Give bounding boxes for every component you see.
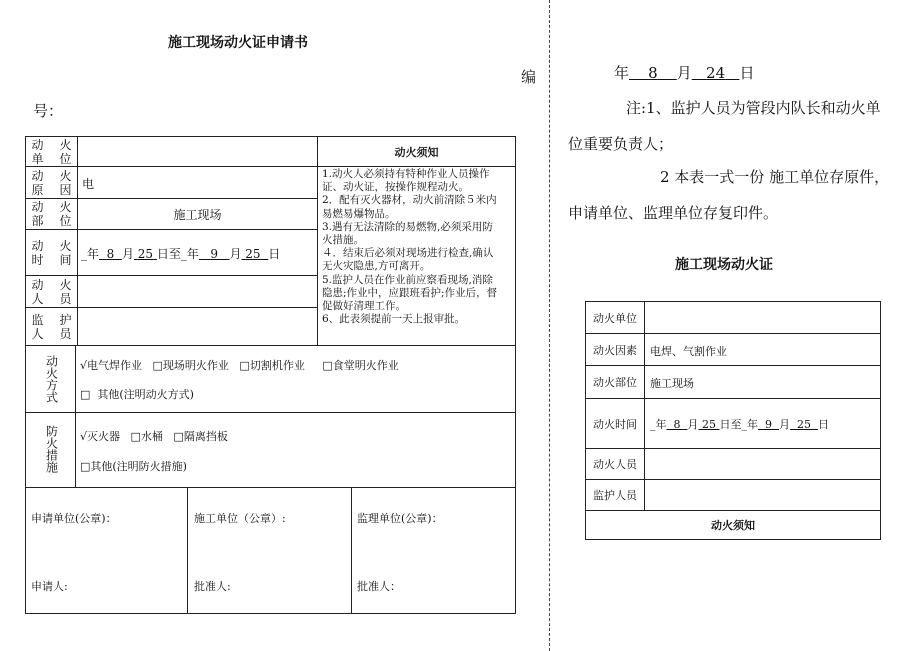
cert-value-fire-time: _年 8 月 25 日至_年 9 月 25 日 <box>650 418 829 431</box>
note-1-line-1: 注:1、监护人员为管段内队长和动火单 <box>626 99 881 117</box>
notice-rule-line: 2．配有灭火器材，动火前清除５米内 <box>322 194 497 207</box>
label-fire-time: 动 火 时 间 <box>31 238 72 267</box>
sign-applicant: 申请人: <box>31 580 68 593</box>
date-line: 年 8 月 24 日 <box>614 64 755 82</box>
sign-supervision-unit: 监理单位(公章)： <box>357 512 443 525</box>
option-isolation-board[interactable]: □隔离挡板 <box>173 430 228 443</box>
notice-rule-line: 5.监护人员在作业前应察看现场,消除 <box>322 273 493 286</box>
notice-title: 动火须知 <box>394 145 439 159</box>
sign-approver-construction: 批准人: <box>194 580 231 593</box>
application-title: 施工现场动火证申请书 <box>168 35 308 51</box>
cert-label-fire-location: 动火部位 <box>593 376 637 389</box>
cert-value-fire-factor: 电焊、气割作业 <box>650 345 727 358</box>
cert-label-fire-personnel: 动火人员 <box>593 458 637 471</box>
notice-rules <box>322 168 514 326</box>
notice-rule-line: 无火灾隐患,方可离开。 <box>322 260 431 273</box>
value-guardian <box>78 308 317 345</box>
cert-notice-title: 动火须知 <box>711 519 755 532</box>
label-fire-measures: 防火措施 <box>44 425 59 473</box>
notice-rule-line: 促做好清理工作。 <box>322 300 406 313</box>
note-2-line-2: 申请单位、监理单位存复印件。 <box>568 204 779 222</box>
certificate-title: 施工现场动火证 <box>675 257 773 273</box>
label-fire-personnel: 动 火 人 员 <box>31 277 72 306</box>
option-other-method[interactable]: □ 其他(注明动火方式) <box>80 388 194 401</box>
cert-label-fire-unit: 动火单位 <box>593 311 637 325</box>
cert-label-fire-time: 动火时间 <box>593 417 637 431</box>
label-fire-location: 动 火 部 位 <box>31 200 72 228</box>
value-fire-time: _年 8 月 25 日至_年 9 月 25 日 <box>81 247 281 261</box>
sign-construction-unit: 施工单位（公章）: <box>194 512 286 525</box>
notice-rule-line: 隐患;作业中，应跟班看护;作业后，督 <box>322 286 498 299</box>
cert-value-fire-personnel <box>645 449 880 479</box>
value-fire-reason: 电 <box>82 177 95 191</box>
value-fire-personnel <box>78 276 317 307</box>
notice-rule-line: 3.遇有无法清除的易燃物,必须采用防 <box>322 220 493 233</box>
label-fire-unit: 动 火 单 位 <box>31 137 72 166</box>
label-guardian: 监 护 人 员 <box>31 312 72 341</box>
label-fire-reason: 动 火 原 因 <box>31 168 72 197</box>
sign-apply-unit: 申请单位(公章)： <box>31 512 117 525</box>
option-canteen-fire[interactable]: □食堂明火作业 <box>322 359 399 372</box>
cert-value-fire-unit <box>645 302 880 333</box>
note-1-line-2: 位重要负责人； <box>568 135 674 153</box>
fire-measures-options-row1 <box>80 428 228 444</box>
sign-approver-supervision: 批准人： <box>357 580 401 593</box>
notice-rule-line: 易燃易爆物品。 <box>322 207 396 220</box>
option-electric-welding[interactable]: √电气焊作业 <box>80 359 143 372</box>
fire-method-options-row1 <box>80 357 399 373</box>
option-open-flame[interactable]: □现场明火作业 <box>152 359 229 372</box>
notice-rule-line: 1.动火人必须持有特种作业人员操作 <box>322 168 490 180</box>
cert-label-fire-factor: 动火因素 <box>593 343 637 357</box>
option-other-measures[interactable]: □其他(注明防火措施) <box>80 460 187 473</box>
value-fire-location: 施工现场 <box>173 207 222 222</box>
notice-rule-line: 火措施。 <box>322 234 364 247</box>
option-water-bucket[interactable]: □水桶 <box>130 430 163 443</box>
cert-label-guardian: 监护人员 <box>593 489 637 502</box>
option-cutting-machine[interactable]: □切割机作业 <box>239 359 305 372</box>
notice-rule-line: 6、此表须提前一天上报审批。 <box>322 313 466 326</box>
value-fire-unit <box>78 137 317 166</box>
notice-rule-line: 证、动火证，按操作规程动火。 <box>322 181 469 194</box>
serial-label-part2: 号： <box>33 102 64 120</box>
option-extinguisher[interactable]: √灭火器 <box>80 430 121 443</box>
label-fire-method: 动火方式 <box>44 355 59 403</box>
serial-label-part1: 编 <box>521 68 537 86</box>
note-2-line-1: 2 本表一式一份 施工单位存原件， <box>660 168 890 186</box>
cert-value-fire-location: 施工现场 <box>650 377 694 390</box>
notice-rule-line: ４．结束后必须对现场进行检查,确认 <box>322 247 494 260</box>
cert-value-guardian <box>645 480 880 510</box>
